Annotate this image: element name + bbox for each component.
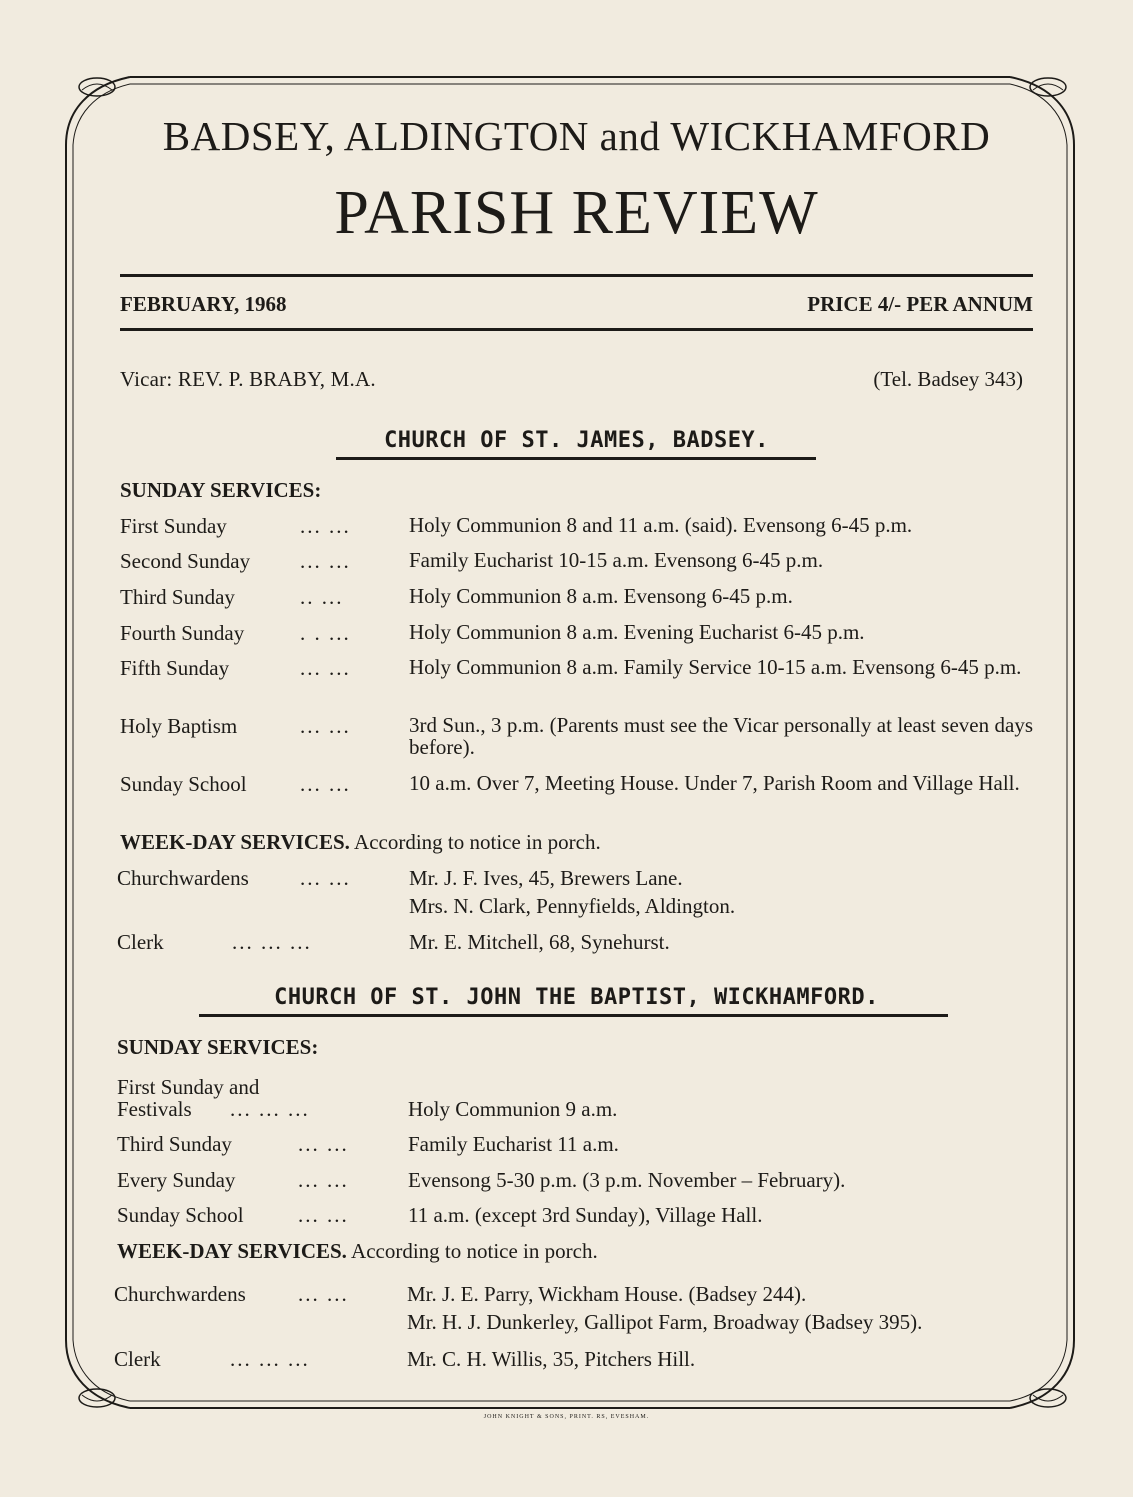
service-details: Holy Communion 8 a.m. Evening Eucharist 6-45 p.m. <box>409 620 865 644</box>
service-day-label: Third Sunday <box>120 585 235 609</box>
badsey-title-underline <box>336 457 816 460</box>
churchwardens-label: Churchwardens <box>117 866 249 890</box>
badsey-church-title: CHURCH OF ST. JAMES, BADSEY. <box>384 428 769 453</box>
vicar-name: Vicar: REV. P. BRABY, M.A. <box>120 367 376 391</box>
masthead-title: PARISH REVIEW <box>334 179 819 247</box>
service-details: 11 a.m. (except 3rd Sunday), Village Hall. <box>408 1203 763 1227</box>
service-day-label: Second Sunday <box>120 549 251 573</box>
weekday-text: According to notice in porch. <box>354 830 601 854</box>
issue-price: PRICE 4/- PER ANNUM <box>807 292 1033 316</box>
churchwarden-2: Mr. H. J. Dunkerley, Gallipot Farm, Broadway (Badsey 395). <box>407 1310 923 1334</box>
service-day-label-line1: First Sunday and <box>117 1075 260 1099</box>
service-day-label: Sunday School <box>117 1203 244 1227</box>
service-details: 3rd Sun., 3 p.m. (Parents must see the Vicar personally at least seven days before). <box>409 713 1033 759</box>
service-details: Family Eucharist 11 a.m. <box>408 1132 619 1156</box>
leader-dots: ... ... ... <box>230 1097 310 1121</box>
badsey-weekday-services <box>120 830 601 855</box>
leader-dots: ... ... <box>298 1168 349 1192</box>
leader-dots: ... ... ... <box>230 1347 310 1371</box>
service-details: Holy Communion 9 a.m. <box>408 1097 618 1121</box>
header-rule-bottom <box>120 328 1033 331</box>
leader-dots: ... ... ... <box>232 930 312 954</box>
leader-dots: ... ... <box>300 866 351 890</box>
weekday-label: WEEK-DAY SERVICES. <box>120 830 350 854</box>
leader-dots: . . ... <box>300 621 351 645</box>
service-day-label: Fifth Sunday <box>120 656 230 680</box>
churchwarden-1: Mr. J. F. Ives, 45, Brewers Lane. <box>409 866 683 890</box>
leader-dots: ... ... <box>298 1203 349 1227</box>
clerk-label: Clerk <box>114 1347 161 1371</box>
service-details: Holy Communion 8 and 11 a.m. (said). Evensong 6-45 p.m. <box>409 513 913 537</box>
badsey-sunday-heading: SUNDAY SERVICES: <box>120 478 322 502</box>
leader-dots: ... ... <box>300 514 351 538</box>
clerk-name: Mr. C. H. Willis, 35, Pitchers Hill. <box>407 1347 696 1371</box>
weekday-label: WEEK-DAY SERVICES. <box>117 1239 347 1263</box>
wickhamford-sunday-heading: SUNDAY SERVICES: <box>117 1035 319 1059</box>
service-day-label: Festivals <box>117 1097 192 1121</box>
leader-dots: .. ... <box>300 585 344 609</box>
service-day-label: Third Sunday <box>117 1132 232 1156</box>
churchwarden-2: Mrs. N. Clark, Pennyfields, Aldington. <box>409 894 736 918</box>
leader-dots: ... ... <box>300 656 351 680</box>
clerk-name: Mr. E. Mitchell, 68, Synehurst. <box>409 930 670 954</box>
leader-dots: ... ... <box>300 714 351 738</box>
header-rule-top <box>120 274 1033 277</box>
leader-dots: ... ... <box>300 772 351 796</box>
leader-dots: ... ... <box>300 549 351 573</box>
wickhamford-title-underline <box>199 1014 948 1017</box>
weekday-text: According to notice in porch. <box>351 1239 598 1263</box>
service-day-label: First Sunday <box>120 514 227 538</box>
vicar-tel: (Tel. Badsey 343) <box>873 367 1023 391</box>
wickhamford-church-title: CHURCH OF ST. JOHN THE BAPTIST, WICKHAMFORD. <box>274 985 879 1010</box>
wickhamford-weekday-services <box>117 1239 598 1264</box>
clerk-label: Clerk <box>117 930 164 954</box>
service-day-label: Holy Baptism <box>120 714 238 738</box>
service-details: 10 a.m. Over 7, Meeting House. Under 7, Parish Room and Village Hall. <box>409 771 1020 795</box>
leader-dots: ... ... <box>298 1132 349 1156</box>
service-details: Holy Communion 8 a.m. Family Service 10-15 a.m. Evensong 6-45 p.m. <box>409 655 1022 679</box>
service-details: Family Eucharist 10-15 a.m. Evensong 6-45 p.m. <box>409 548 824 572</box>
service-details: Evensong 5-30 p.m. (3 p.m. November – February). <box>408 1168 846 1192</box>
churchwardens-label: Churchwardens <box>114 1282 246 1306</box>
service-day-label: Every Sunday <box>117 1168 236 1192</box>
printer-imprint: JOHN KNIGHT & SONS, PRINT. RS, EVESHAM. <box>483 1414 650 1420</box>
leader-dots: ... ... <box>298 1282 349 1306</box>
service-details: Holy Communion 8 a.m. Evensong 6-45 p.m. <box>409 584 793 608</box>
service-day-label: Sunday School <box>120 772 247 796</box>
masthead-parishes: BADSEY, ALDINGTON and WICKHAMFORD <box>162 113 991 159</box>
service-day-label: Fourth Sunday <box>120 621 245 645</box>
churchwarden-1: Mr. J. E. Parry, Wickham House. (Badsey 244). <box>407 1282 807 1306</box>
issue-date: FEBRUARY, 1968 <box>120 292 287 316</box>
